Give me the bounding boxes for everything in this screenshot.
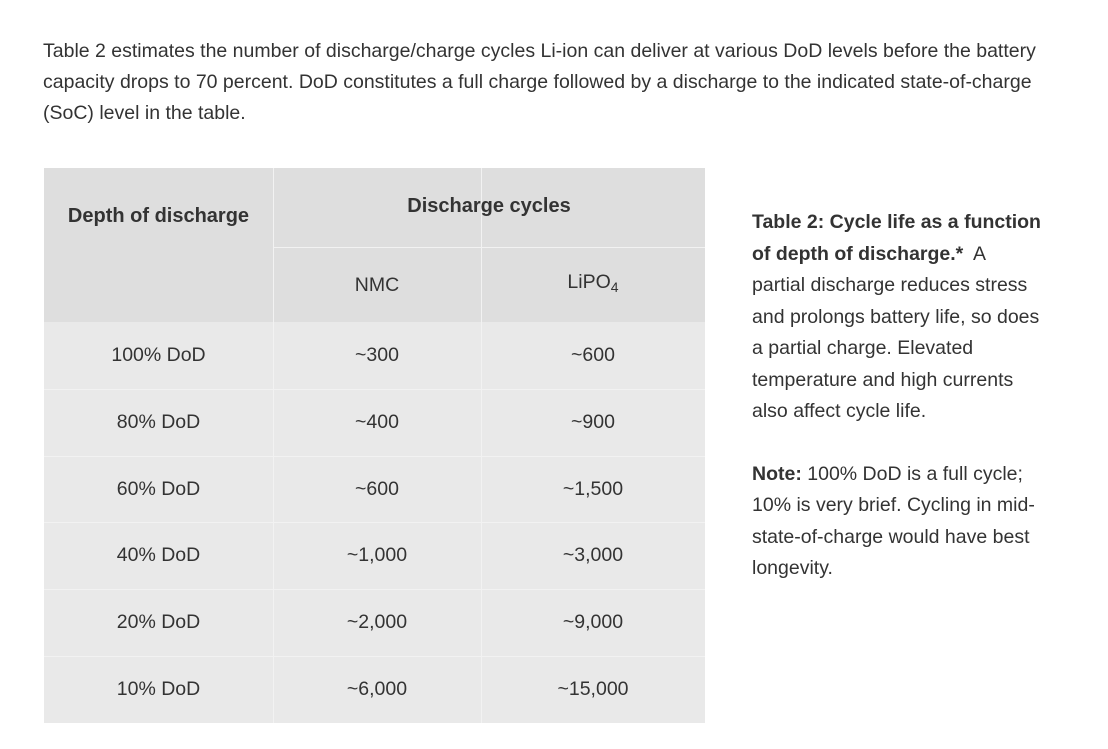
cell-lipo4: ~9,000 [562, 611, 624, 633]
cell-lipo4: ~15,000 [557, 678, 629, 700]
intro-paragraph: Table 2 estimates the number of discharge/charge cycles Li-ion can deliver at various DoD levels before the battery capacity drops to 70 percent. DoD constitutes a full charge followed by a discharge to the indicated state-of-charge (SoC) level in the table. [43, 40, 1036, 124]
cell-lipo4: ~600 [571, 344, 615, 366]
header-discharge-cycles: Discharge cycles [407, 195, 571, 217]
row-divider [44, 589, 705, 590]
column-divider [273, 168, 274, 723]
caption-title: Table 2: Cycle life as a function of depth of discharge.* [752, 211, 1041, 265]
caption-body: A partial discharge reduces stress and prolongs battery life, so does a partial charge. Elevated temperature and high currents also affect cycle life. [752, 242, 1040, 422]
header-depth-of-discharge: Depth of discharge [67, 205, 250, 227]
cell-nmc: ~400 [355, 411, 399, 433]
table-caption [752, 207, 1042, 585]
row-divider [44, 456, 705, 457]
cell-nmc: ~300 [355, 344, 399, 366]
cell-nmc: ~6,000 [346, 678, 408, 700]
cell-depth: 100% DoD [111, 344, 206, 366]
cell-nmc: ~1,000 [346, 544, 408, 566]
header-divider [273, 247, 705, 248]
row-divider [44, 656, 705, 657]
cell-lipo4: ~900 [571, 411, 615, 433]
cell-lipo4: ~1,500 [562, 478, 624, 500]
row-divider [44, 389, 705, 390]
cell-depth: 20% DoD [116, 611, 201, 633]
cell-depth: 60% DoD [116, 478, 201, 500]
column-divider [481, 168, 482, 723]
lipo-subscript: 4 [610, 279, 619, 295]
lipo-label: LiPO [567, 271, 611, 293]
cell-nmc: ~2,000 [346, 611, 408, 633]
cell-depth: 10% DoD [116, 678, 201, 700]
cell-depth: 80% DoD [116, 411, 201, 433]
column-header-nmc: NMC [354, 274, 400, 296]
note-label: Note: [752, 462, 802, 485]
cell-nmc: ~600 [355, 478, 399, 500]
column-header-lipo4 [481, 271, 705, 295]
cell-depth: 40% DoD [116, 544, 201, 566]
note-text: 100% DoD is a full cycle; 10% is very brief. Cycling in mid-state-of-charge would have best longevity. [752, 462, 1035, 579]
cycle-life-table [44, 168, 705, 723]
row-divider [44, 522, 705, 523]
cell-lipo4: ~3,000 [562, 544, 624, 566]
table-header [44, 168, 705, 322]
